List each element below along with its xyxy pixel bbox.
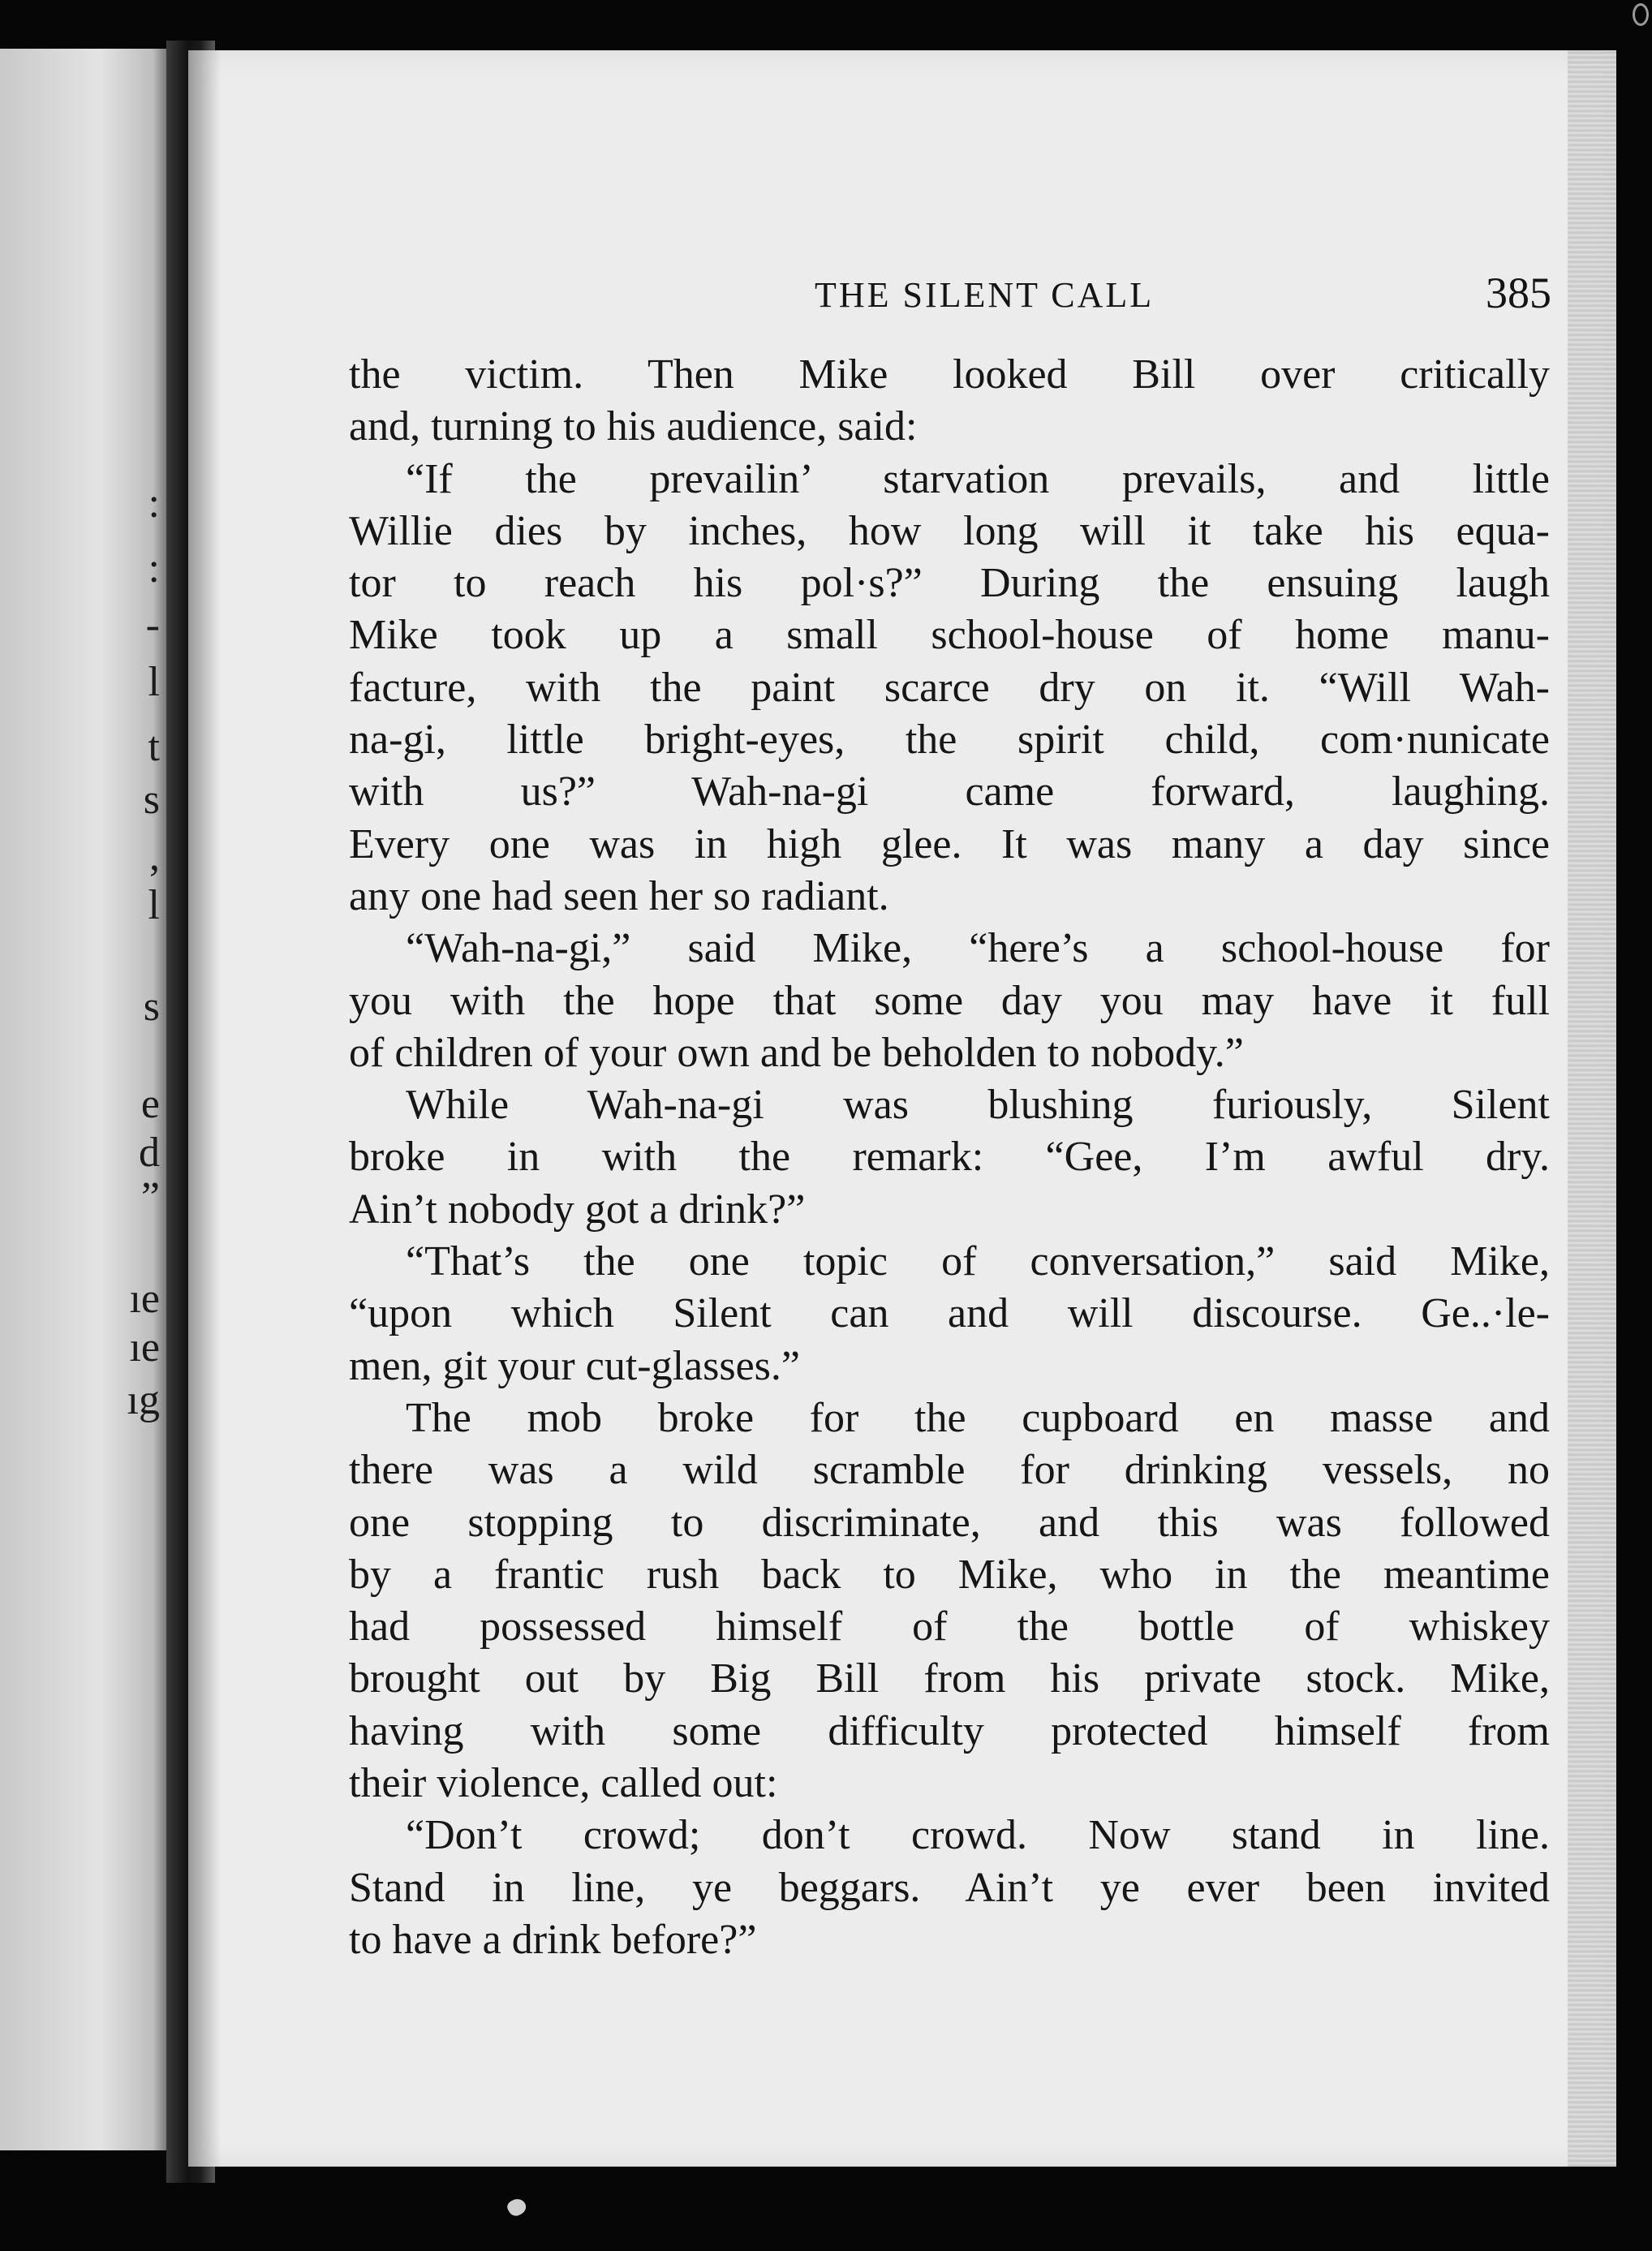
text-line: you with the hope that some day you may have it full [349, 977, 1550, 1024]
text-line: there was a wild scramble for drinking vessels, no [349, 1447, 1550, 1494]
left-page-fragment: : [148, 480, 160, 527]
text-line: “upon which Silent can and will discourse. Ge..·le- [349, 1290, 1550, 1337]
text-line: “That’s the one topic of conversation,” said Mike, [406, 1238, 1550, 1285]
page-header [351, 268, 1551, 325]
page-body-text [349, 349, 1550, 1966]
text-line: While Wah-na-gi was blushing furiously, Silent [406, 1082, 1550, 1129]
text-line: Stand in line, ye beggars. Ain’t ye ever been invited [349, 1864, 1550, 1911]
running-title: THE SILENT CALL [815, 275, 1155, 315]
text-line: men, git your cut-glasses.” [349, 1342, 800, 1389]
scan-speck [505, 2196, 528, 2219]
left-facing-page [0, 49, 166, 2150]
left-page-fragment: s [143, 983, 160, 1030]
text-line: The mob broke for the cupboard en masse and [406, 1394, 1550, 1441]
left-page-fragment: t [148, 724, 160, 770]
left-page-fragment: d [139, 1130, 160, 1176]
left-page-fragment: ıg [127, 1377, 160, 1423]
left-page-fragment: e [140, 1081, 160, 1127]
text-line: broke in with the remark: “Gee, I’m awful dry. [349, 1134, 1550, 1181]
text-line: na-gi, little bright-eyes, the spirit child, com·nunicate [349, 717, 1550, 764]
text-line: to have a drink before?” [349, 1916, 757, 1963]
text-line: Ain’t nobody got a drink?” [349, 1186, 806, 1233]
text-line: “Wah-na-gi,” said Mike, “here’s a school-house for [406, 925, 1550, 972]
text-line: Every one was in high glee. It was many a day since [349, 820, 1550, 867]
left-page-fragment: l [148, 882, 160, 928]
text-line: facture, with the paint scarce dry on it. “Will Wah- [349, 664, 1550, 711]
left-page-fragment: ıe [129, 1324, 160, 1371]
text-line: any one had seen her so radiant. [349, 872, 889, 919]
scan-corner-mark [1633, 3, 1649, 26]
book-page [188, 50, 1616, 2167]
left-page-fragment: - [145, 602, 160, 648]
text-line: had possessed himself of the bottle of whiskey [349, 1603, 1550, 1651]
left-page-fragment: , [149, 833, 160, 880]
left-page-fragment: : [148, 545, 160, 592]
text-line: brought out by Big Bill from his private stock. Mike, [349, 1655, 1550, 1702]
text-line: of children of your own and be beholden to nobody.” [349, 1029, 1244, 1076]
text-line: “Don’t crowd; don’t crowd. Now stand in line. [406, 1812, 1550, 1859]
text-line: “If the prevailin’ starvation prevails, and little [406, 455, 1550, 502]
text-line: their violence, called out: [349, 1760, 778, 1807]
text-line: tor to reach his pol·s?” During the ensuing laugh [349, 560, 1550, 607]
text-line: Willie dies by inches, how long will it take his equa- [349, 507, 1550, 554]
text-line: Mike took up a small school-house of home manu- [349, 612, 1550, 659]
left-page-fragment: l [148, 659, 160, 705]
text-line: the victim. Then Mike looked Bill over critically [349, 351, 1550, 398]
left-page-fragment: ıe [129, 1276, 160, 1322]
text-line: by a frantic rush back to Mike, who in the meantime [349, 1551, 1550, 1598]
text-line: and, turning to his audience, said: [349, 403, 918, 450]
text-line: having with some difficulty protected himself from [349, 1707, 1550, 1754]
left-page-fragment: s [143, 777, 160, 823]
left-page-fragment: ” [140, 1174, 160, 1220]
page-number: 385 [1486, 269, 1551, 317]
text-line: one stopping to discriminate, and this was followed [349, 1499, 1550, 1546]
text-line: with us?” Wah-na-gi came forward, laughing. [349, 768, 1550, 816]
